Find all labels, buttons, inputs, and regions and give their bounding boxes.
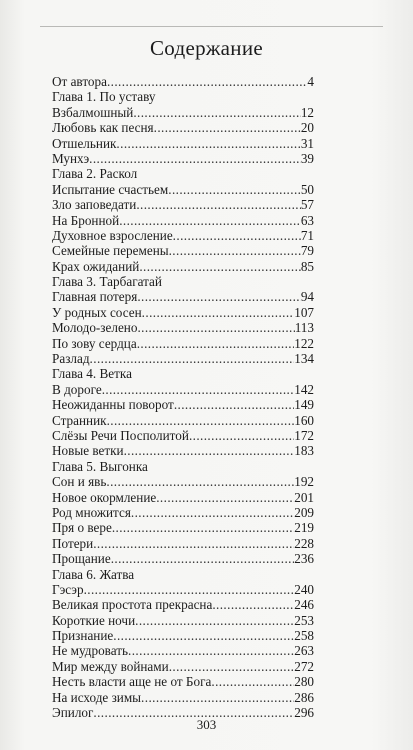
toc-entry	[52, 551, 314, 566]
page-title: Содержание	[149, 36, 264, 60]
toc-entry-title: Мунхэ	[52, 150, 90, 166]
toc-entry	[52, 443, 314, 458]
toc-entry-page: 31	[300, 135, 314, 151]
toc-leader-dots	[189, 428, 294, 443]
toc-entry	[52, 520, 314, 535]
toc-entry	[52, 613, 314, 628]
toc-leader-dots	[90, 351, 295, 366]
toc-leader-dots	[128, 643, 294, 658]
toc-leader-dots	[136, 197, 300, 212]
toc-entry	[52, 120, 314, 135]
toc-leader-dots	[156, 490, 294, 505]
toc-entry-title: На Бронной	[52, 212, 120, 228]
toc-entry-page: 160	[294, 412, 314, 428]
toc-entry-page: 63	[300, 212, 314, 228]
toc-entry-title: Взбалмошный	[52, 104, 134, 120]
toc-entry	[52, 136, 314, 151]
toc-entry-title: Отшельник	[52, 135, 117, 151]
toc-entry-page: 20	[300, 120, 314, 136]
toc-entry	[52, 243, 314, 258]
toc-entry-page: 149	[294, 397, 314, 413]
toc-chapter-heading: Глава 5. Выгонка	[52, 458, 148, 474]
toc-entry	[52, 74, 314, 89]
toc-entry-title: Слёзы Речи Посполитой	[52, 427, 189, 443]
toc-leader-dots	[168, 182, 301, 197]
toc-entry	[52, 582, 314, 597]
toc-entry-page: 280	[294, 674, 314, 690]
toc-leader-dots	[84, 582, 295, 597]
toc-entry-page: 172	[294, 427, 314, 443]
toc-entry-title: Признание	[52, 628, 114, 644]
toc-entry-title: Сон и явь	[52, 474, 107, 490]
toc-chapter-heading: Глава 4. Ветка	[52, 366, 132, 382]
toc-leader-dots	[131, 505, 294, 520]
toc-entry-title: Разлад	[52, 351, 90, 367]
toc-entry-page: 240	[294, 581, 314, 597]
toc-entry-page: 219	[294, 520, 314, 536]
toc-entry-page: 296	[294, 705, 314, 721]
toc-entry	[52, 690, 314, 705]
toc-entry	[52, 320, 314, 335]
toc-entry-title: На исходе зимы	[52, 689, 142, 705]
toc-entry-page: 122	[294, 335, 314, 351]
toc-entry	[52, 536, 314, 551]
toc-entry	[52, 259, 314, 274]
toc-entry-title: Странник	[52, 412, 107, 428]
toc-leader-dots	[107, 413, 295, 428]
toc-entry	[52, 490, 314, 505]
toc-entry-page: 246	[294, 597, 314, 613]
toc-leader-dots	[119, 213, 301, 228]
toc-entry	[52, 659, 314, 674]
toc-entry-title: У родных сосен	[52, 304, 142, 320]
toc-leader-dots	[174, 397, 294, 412]
toc-entry	[52, 289, 314, 304]
toc-entry-title: Зло заповедати	[52, 197, 137, 213]
toc-entry-title: Род множится	[52, 504, 131, 520]
toc-leader-dots	[93, 536, 294, 551]
toc-entry-title: Любовь как песня	[52, 120, 154, 136]
toc-leader-dots	[173, 228, 301, 243]
toc-entry-title: В дороге	[52, 381, 102, 397]
toc-leader-dots	[139, 259, 301, 274]
toc-entry-page: 107	[294, 304, 314, 320]
toc-entry-page: 201	[294, 489, 314, 505]
toc-entry-title: Несть власти аще не от Бога	[52, 674, 212, 690]
toc-entry	[52, 397, 314, 412]
toc-entry	[52, 505, 314, 520]
toc-entry-title: Крах ожиданий	[52, 258, 140, 274]
toc-leader-dots	[141, 690, 294, 705]
toc-entry	[52, 151, 314, 166]
toc-entry	[52, 305, 314, 320]
toc-leader-dots	[107, 74, 307, 89]
toc-entry-page: 228	[294, 535, 314, 551]
toc-entry	[52, 228, 314, 243]
toc-entry-page: 71	[300, 227, 314, 243]
toc-entry-page: 85	[300, 258, 314, 274]
toc-entry-title: Новые ветки	[52, 443, 124, 459]
toc-chapter-heading: Глава 2. Раскол	[52, 166, 138, 182]
toc-entry-page: 253	[294, 612, 314, 628]
toc-entry-page: 79	[300, 243, 314, 259]
toc-entry-title: Эпилог	[52, 705, 94, 721]
toc-entry-page: 142	[294, 381, 314, 397]
toc-entry-page: 57	[300, 197, 314, 213]
toc-entry-title: Главная потеря	[52, 289, 138, 305]
toc-entry-page: 192	[294, 474, 314, 490]
toc-entry-page: 39	[300, 150, 314, 166]
toc-entry-title: Пря о вере	[52, 520, 112, 536]
toc-entry-page: 286	[294, 689, 314, 705]
toc-entry-title: Не мудровать	[52, 643, 129, 659]
toc-entry-title: Короткие ночи	[52, 612, 136, 628]
toc-leader-dots	[137, 320, 294, 335]
toc-chapter-heading: Глава 6. Жатва	[52, 566, 135, 582]
toc-entry	[52, 336, 314, 351]
toc-entry-title: Новое окормление	[52, 489, 157, 505]
toc-entry-page: 183	[294, 443, 314, 459]
toc-entry-page: 134	[294, 351, 314, 367]
toc-leader-dots	[106, 474, 294, 489]
toc-chapter-heading: Глава 3. Тарбагатай	[52, 274, 162, 290]
toc-entry	[52, 643, 314, 658]
toc-leader-dots	[89, 151, 301, 166]
toc-entry	[52, 597, 314, 612]
toc-entry	[52, 182, 314, 197]
toc-entry-page: 4	[307, 74, 314, 89]
toc-leader-dots	[113, 628, 294, 643]
table-of-contents	[52, 74, 314, 720]
toc-entry-title: Молодо-зелено	[52, 320, 138, 336]
toc-leader-dots	[137, 289, 300, 304]
toc-entry	[52, 628, 314, 643]
toc-entry	[52, 213, 314, 228]
toc-leader-dots	[212, 597, 294, 612]
toc-entry-page: 258	[294, 628, 314, 644]
toc-entry-title: Мир между войнами	[52, 658, 169, 674]
toc-leader-dots	[169, 243, 301, 258]
toc-leader-dots	[137, 336, 295, 351]
toc-leader-dots	[124, 443, 295, 458]
toc-entry-title: Великая простота прекрасна	[52, 597, 213, 613]
toc-leader-dots	[116, 136, 300, 151]
toc-entry-title: Духовное взросление	[52, 227, 173, 243]
toc-entry-page: 113	[294, 320, 314, 336]
toc-entry	[52, 197, 314, 212]
toc-entry-page: 236	[294, 551, 314, 567]
toc-entry-title: Испытание счастьем	[52, 181, 169, 197]
toc-entry-title: Потери	[52, 535, 94, 551]
toc-entry	[52, 674, 314, 689]
header-rule	[40, 26, 383, 27]
toc-entry-title: Семейные перемены	[52, 243, 169, 259]
toc-leader-dots	[142, 305, 295, 320]
toc-entry	[52, 428, 314, 443]
toc-entry	[52, 413, 314, 428]
toc-leader-dots	[135, 613, 294, 628]
page-number: 303	[196, 717, 217, 732]
toc-leader-dots	[133, 105, 300, 120]
toc-entry	[52, 382, 314, 397]
toc-entry-title: Гэсэр	[52, 581, 84, 597]
toc-entry-page: 50	[300, 181, 314, 197]
toc-entry-title: От автора	[52, 74, 107, 89]
toc-entry-page: 209	[294, 504, 314, 520]
toc-entry-page: 94	[300, 289, 314, 305]
toc-entry	[52, 351, 314, 366]
toc-leader-dots	[102, 382, 295, 397]
toc-entry-page: 12	[300, 104, 314, 120]
toc-leader-dots	[112, 520, 294, 535]
toc-entry-title: Неожиданны поворот	[52, 397, 174, 413]
toc-entry-title: По зову сердца	[52, 335, 137, 351]
toc-entry-page: 263	[294, 643, 314, 659]
toc-entry	[52, 105, 314, 120]
toc-entry	[52, 474, 314, 489]
toc-leader-dots	[211, 674, 294, 689]
toc-leader-dots	[111, 551, 295, 566]
toc-chapter-heading: Глава 1. По уставу	[52, 89, 156, 105]
toc-leader-dots	[154, 120, 301, 135]
toc-leader-dots	[169, 659, 295, 674]
toc-entry-page: 272	[294, 658, 314, 674]
toc-entry-title: Прощание	[52, 551, 111, 567]
